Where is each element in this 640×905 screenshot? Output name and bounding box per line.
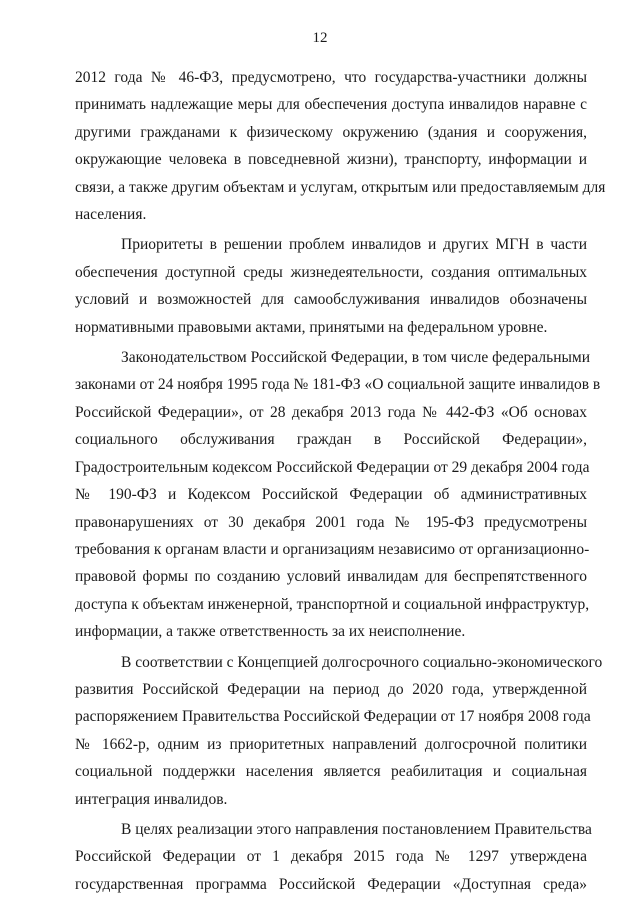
text-line: связи, а также другим объектам и услугам, открытым или предоставляемым для bbox=[75, 178, 606, 196]
text-line: требования к органам власти и организациям независимо от организационно- bbox=[75, 540, 590, 558]
text-line: Приоритеты в решении проблем инвалидов и других МГН в части bbox=[121, 236, 587, 254]
text-line: 2012 года № 46-ФЗ, предусмотрено, что государства-участники должны bbox=[75, 69, 587, 86]
paragraph bbox=[75, 816, 592, 898]
text-line: интеграция инвалидов. bbox=[75, 790, 228, 808]
document-body bbox=[75, 64, 606, 901]
text-line: условий и возможностей для самообслуживания инвалидов обозначены bbox=[75, 291, 587, 309]
page-number: 12 bbox=[312, 30, 328, 46]
text-line: информации, а также ответственность за их неисполнение. bbox=[75, 623, 466, 641]
paragraph bbox=[75, 64, 606, 228]
text-line: правонарушениях от 30 декабря 2001 года № 195-ФЗ предусмотрены bbox=[75, 513, 587, 531]
text-line: правовой формы по созданию условий инвалидам для беспрепятственного bbox=[75, 568, 587, 586]
text-line: законами от 24 ноября 1995 года № 181-ФЗ «О социальной защите инвалидов в bbox=[75, 376, 601, 394]
text-line: Градостроительным кодексом Российской Федерации от 29 декабря 2004 года bbox=[75, 458, 590, 476]
paragraph bbox=[75, 344, 601, 645]
text-line: развития Российской Федерации на период до 2020 года, утвержденной bbox=[75, 680, 587, 698]
text-line: № 190-ФЗ и Кодексом Российской Федерации об административных bbox=[75, 486, 587, 504]
text-line: распоряжением Правительства Российской Федерации от 17 ноября 2008 года bbox=[75, 708, 591, 726]
text-line: № 1662-р, одним из приоритетных направлений долгосрочной политики bbox=[75, 735, 587, 753]
text-line: нормативными правовыми актами, принятыми на федеральном уровне. bbox=[75, 318, 548, 336]
text-line: государственная программа Российской Федерации «Доступная среда» bbox=[75, 875, 587, 893]
text-line: окружающие человека в повседневной жизни), транспорту, информации и bbox=[75, 151, 587, 169]
text-line: обеспечения доступной среды жизнедеятельности, создания оптимальных bbox=[75, 263, 587, 281]
text-line: доступа к объектам инженерной, транспортной и социальной инфраструктур, bbox=[75, 595, 590, 613]
text-line: принимать надлежащие меры для обеспечения доступа инвалидов наравне с bbox=[75, 96, 587, 114]
text-line: Российской Федерации», от 28 декабря 2013 года № 442-ФЗ «Об основах bbox=[75, 403, 587, 421]
text-line: Законодательством Российской Федерации, в том числе федеральными bbox=[121, 349, 591, 367]
text-line: Российской Федерации от 1 декабря 2015 года № 1297 утверждена bbox=[75, 848, 587, 866]
paragraph bbox=[75, 649, 603, 813]
text-line: населения. bbox=[75, 206, 147, 224]
text-line: социальной поддержки населения является реабилитация и социальная bbox=[75, 763, 587, 781]
text-line: В соответствии с Концепцией долгосрочного социально-экономического bbox=[121, 653, 603, 671]
text-line: другими гражданами к физическому окружению (здания и сооружения, bbox=[75, 123, 587, 141]
text-line: социального обслуживания граждан в Российской Федерации», bbox=[75, 431, 587, 449]
text-line: В целях реализации этого направления постановлением Правительства bbox=[121, 820, 592, 838]
paragraph bbox=[75, 231, 587, 341]
